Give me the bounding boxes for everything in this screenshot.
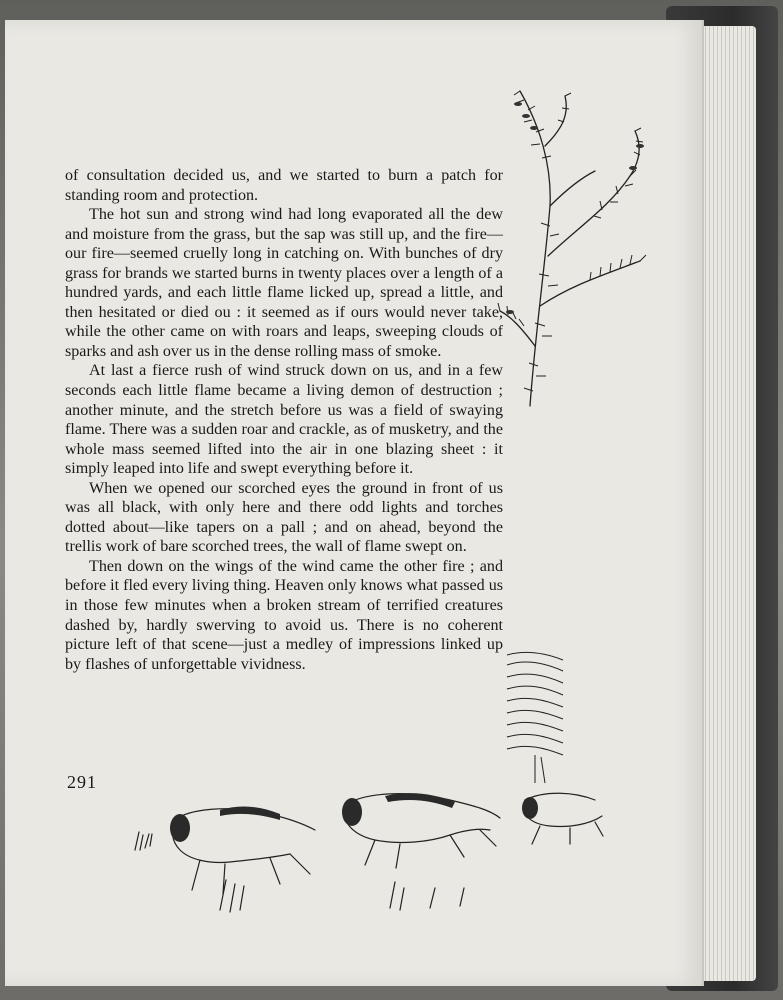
plant-illustration [490, 86, 660, 416]
paragraph-5: Then down on the wings of the wind came the other fire ; and before it fled every living thing. Heaven only knows what passed us in those few minutes when a broken stream of terrified creatures dashed by, hardly swerving to avoid us. There is no coherent picture left of that scene—just a medley of impressions linked up by flashes of unforgettable vividness. [65, 557, 504, 673]
paragraph-1: of consultation decided us, and we started to burn a patch for standing room and protection. [65, 167, 503, 204]
wildebeest-illustration [130, 780, 610, 915]
body-text [65, 166, 503, 674]
paragraph-2: The hot sun and strong wind had long evaporated all the dew and moisture from the grass, but the sap was still up, and the fire—our fire—seemed cruelly long in catching on. With bunches of dry grass for brands we started burns in twenty places over a length of a hundred yards, and each little flame licked up, spread a little, and then hesitated or died ou : it seemed as if ours would never take, while the other came on with roars and leaps, sweeping clouds of sparks and ash over us in the dense rolling mass of smoke. [65, 206, 503, 360]
page-number: 291 [67, 772, 97, 792]
paragraph-3: At last a fierce rush of wind struck down on us, and in a few seconds each little flame became a living demon of destruction ; another minute, and the stretch before us was a field of swaying flame. There was a sudden roar and crackle, as of musketry, and the whole mass seemed lifted into the air in one blazing sheet : it simply leaped into life and swept everything before it. [65, 362, 503, 478]
book-page [5, 20, 704, 986]
paragraph-4: When we opened our scorched eyes the ground in front of us was all black, with only here and there odd lights and torches dotted about—like tapers on a pall ; and on ahead, beyond the trellis work of bare scorched trees, the wall of flame swept on. [65, 479, 503, 556]
bush-illustration [505, 645, 565, 785]
